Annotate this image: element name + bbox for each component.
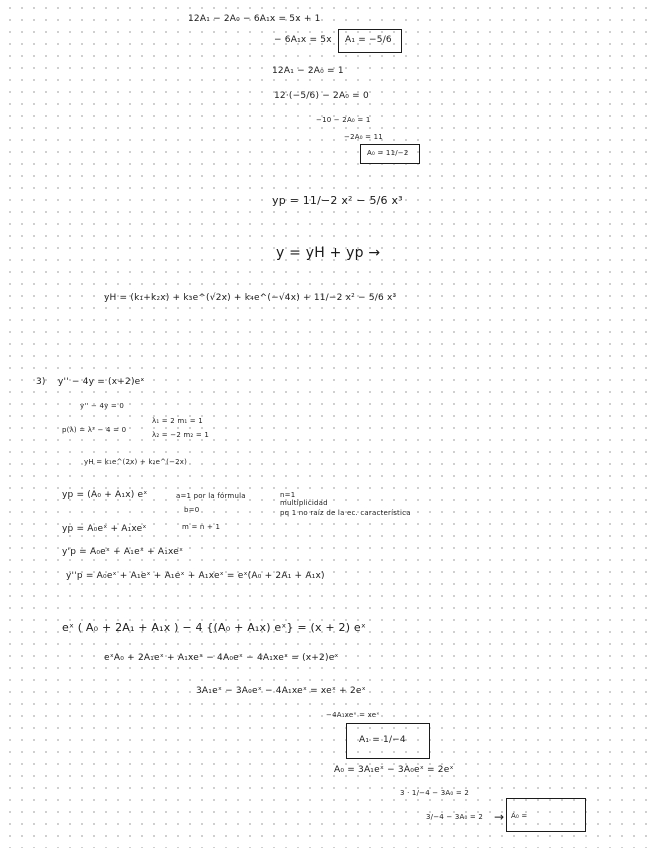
boxed-answer: A₀ = 11/−2 bbox=[367, 149, 409, 157]
answer-box bbox=[338, 29, 402, 53]
boxed-answer: A₀ = bbox=[511, 812, 528, 820]
margin-note: b=0 bbox=[184, 506, 200, 514]
equation-line: A₀ = 3A₁eˣ − 3A₀eˣ = 2eˣ bbox=[334, 765, 454, 775]
equation-line: 12A₁ − 2A₀ = 1 bbox=[272, 66, 344, 76]
equation-line: 12A₁ − 2A₀ − 6A₁x = 5x + 1 bbox=[188, 14, 321, 24]
general-solution-form: y = yH + yp → bbox=[276, 245, 381, 261]
equation-line: yp = (A₀ + A₁x) eˣ bbox=[62, 490, 148, 500]
equation-line: 3 · 1/−4 − 3A₀ = 2 bbox=[400, 789, 469, 797]
answer-box bbox=[506, 798, 586, 832]
equation-line: eˣA₀ + 2A₁eˣ + A₁xeˣ − 4A₀eˣ − 4A₁xeˣ = (x+2)eˣ bbox=[104, 653, 339, 663]
margin-note: m = n + 1 bbox=[182, 523, 221, 531]
margin-note: multiplicidad bbox=[280, 499, 328, 507]
equation-line: 3/−4 − 3A₀ = 2 bbox=[426, 813, 484, 821]
equation-line: y'p = A₀eˣ + A₁eˣ + A₁xeˣ bbox=[62, 547, 184, 557]
margin-note: a=1 por la fórmula bbox=[176, 492, 246, 500]
root-line: λ₁ = 2 m₁ = 1 bbox=[152, 417, 203, 425]
equation-line: −2A₀ = 11 bbox=[344, 133, 383, 141]
problem-number: 3) bbox=[36, 377, 46, 387]
equation-line: 12·(−5/6) − 2A₀ = 0 bbox=[274, 91, 369, 101]
substitution: eˣ ( A₀ + 2A₁ + A₁x ) − 4 {(A₀ + A₁x) eˣ} = (x + 2) eˣ bbox=[62, 621, 366, 634]
margin-note: pq 1 no raíz de la ec. característica bbox=[280, 509, 411, 517]
equation-line: −4A₁xeˣ = xeˣ bbox=[326, 711, 380, 719]
equation-line: yH = k₁e^(2x) + k₂e^(−2x) bbox=[84, 458, 188, 466]
equation-line: y'' − 4y = 0 bbox=[80, 402, 125, 410]
equation-line: y''p = A₀eˣ + A₁eˣ + A₁eˣ + A₁xeˣ = eˣ(A₀ + 2A₁ + A₁x) bbox=[66, 571, 325, 581]
equation-line: −10 − 2A₀ = 1 bbox=[316, 116, 371, 124]
general-solution: yH = (k₁+k₂x) + k₃e^(√2x) + k₄e^(−√4x) + 11/−2 x² − 5/6 x³ bbox=[104, 293, 397, 303]
equation-line: p(λ) = λ² − 4 = 0 bbox=[62, 426, 127, 434]
equation-line: 3A₁eˣ − 3A₀eˣ − 4A₁xeˣ = xeˣ + 2eˣ bbox=[196, 686, 366, 696]
boxed-answer: A₁ = 1/−4 bbox=[359, 735, 406, 745]
answer-box bbox=[360, 144, 420, 164]
particular-solution: yp = 11/−2 x² − 5/6 x³ bbox=[272, 194, 403, 207]
equation-line: yp = A₀eˣ + A₁xeˣ bbox=[62, 524, 147, 534]
margin-note: n=1 bbox=[280, 491, 296, 499]
boxed-answer: A₁ = −5/6 bbox=[345, 35, 392, 45]
arrow-right-icon: → bbox=[494, 810, 505, 824]
equation-line: − 6A₁x = 5x bbox=[274, 35, 332, 45]
answer-box bbox=[346, 723, 430, 759]
root-line: λ₂ = −2 m₂ = 1 bbox=[152, 431, 210, 439]
equation-line: y'' − 4y = (x+2)eˣ bbox=[58, 377, 145, 387]
